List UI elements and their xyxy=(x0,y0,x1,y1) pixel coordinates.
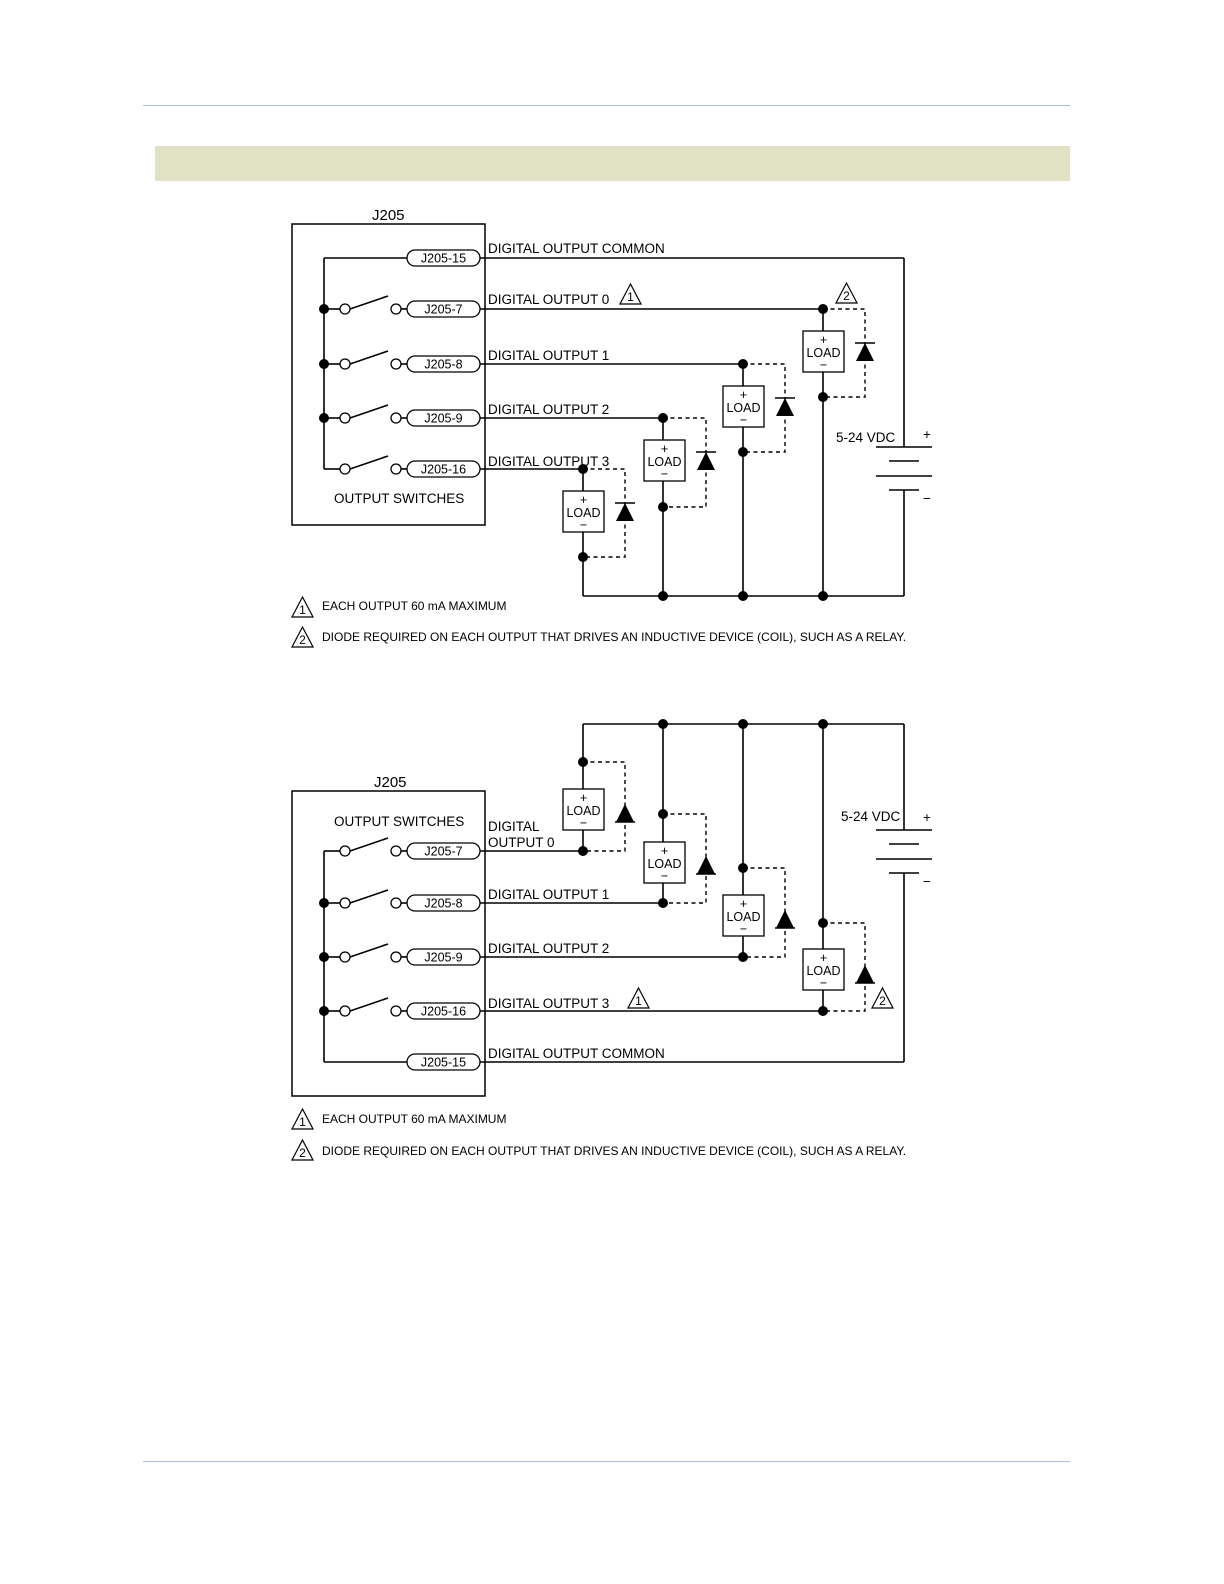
wiring-diagram-sourcing xyxy=(0,700,1224,1180)
svg-text:2: 2 xyxy=(299,633,306,647)
junction-dot xyxy=(319,359,329,369)
load-box xyxy=(803,331,844,372)
svg-text:J205-9: J205-9 xyxy=(424,950,463,965)
wire-label-out1: DIGITAL OUTPUT 1 xyxy=(488,887,610,902)
svg-text:J205-15: J205-15 xyxy=(420,251,467,266)
wire-label-out3: DIGITAL OUTPUT 3 xyxy=(488,454,610,469)
note-2 xyxy=(292,627,906,647)
supply-plus-label: + xyxy=(923,810,931,825)
svg-text:LOAD: LOAD xyxy=(566,804,601,818)
load-box xyxy=(803,949,844,990)
junction-dot xyxy=(319,898,329,908)
svg-text:−: − xyxy=(660,869,669,883)
supply-minus-label: − xyxy=(923,874,931,889)
svg-text:J205-16: J205-16 xyxy=(420,462,467,477)
svg-text:EACH OUTPUT 60 mA MAXIMUM: EACH OUTPUT 60 mA MAXIMUM xyxy=(322,1112,507,1126)
wire-label-common: DIGITAL OUTPUT COMMON xyxy=(488,241,665,256)
wire-label-out2: DIGITAL OUTPUT 2 xyxy=(488,402,610,417)
note-marker-1 xyxy=(620,284,641,304)
svg-text:2: 2 xyxy=(879,994,886,1008)
output-switches-label: OUTPUT SWITCHES xyxy=(334,814,465,829)
svg-text:1: 1 xyxy=(299,1115,306,1129)
svg-text:−: − xyxy=(819,358,828,372)
note-1 xyxy=(292,597,506,617)
pin-j205-8 xyxy=(407,356,480,372)
load-box xyxy=(563,789,604,830)
wire-label-out3: DIGITAL OUTPUT 3 xyxy=(488,996,610,1011)
svg-text:−: − xyxy=(579,816,588,830)
wire-label-out0: DIGITAL OUTPUT 0 xyxy=(488,292,610,307)
svg-text:LOAD: LOAD xyxy=(647,857,682,871)
wiring-diagram-sinking xyxy=(0,0,1224,700)
svg-text:+: + xyxy=(579,493,588,507)
svg-text:DIODE REQUIRED ON EACH OUTPUT: DIODE REQUIRED ON EACH OUTPUT THAT DRIVES AN INDUCTIVE DEVICE (COIL), SUCH AS A RELAY. xyxy=(322,630,907,644)
connector-title: J205 xyxy=(372,207,405,224)
pin-j205-9 xyxy=(407,949,480,965)
supply-voltage-label: 5-24 VDC xyxy=(836,430,896,445)
svg-text:+: + xyxy=(819,333,828,347)
svg-text:J205-7: J205-7 xyxy=(424,844,463,859)
svg-text:LOAD: LOAD xyxy=(647,455,682,469)
pin-j205-15 xyxy=(407,250,480,266)
pin-j205-7 xyxy=(407,301,480,317)
svg-text:+: + xyxy=(660,442,669,456)
load-box xyxy=(644,842,685,883)
switch-out2 xyxy=(324,944,407,962)
switch-out1 xyxy=(324,890,407,908)
pin-j205-7 xyxy=(407,843,480,859)
supply-voltage-label: 5-24 VDC xyxy=(841,809,901,824)
load-box xyxy=(723,386,764,427)
junction-dot xyxy=(319,304,329,314)
svg-text:−: − xyxy=(739,413,748,427)
junction-dot xyxy=(319,413,329,423)
switch-out2 xyxy=(324,405,407,423)
svg-text:+: + xyxy=(739,388,748,402)
svg-text:1: 1 xyxy=(299,603,306,617)
connector-title: J205 xyxy=(374,774,407,791)
switch-out3 xyxy=(324,998,407,1016)
svg-text:J205-16: J205-16 xyxy=(420,1004,467,1019)
supply-minus-label: − xyxy=(923,491,931,506)
note-marker-2 xyxy=(836,283,857,303)
svg-text:−: − xyxy=(819,976,828,990)
note-marker-1 xyxy=(628,988,649,1008)
pin-j205-16 xyxy=(407,461,480,477)
svg-text:DIODE REQUIRED ON EACH OUTPUT: DIODE REQUIRED ON EACH OUTPUT THAT DRIVES AN INDUCTIVE DEVICE (COIL), SUCH AS A RELAY. xyxy=(322,1144,907,1158)
switch-out0 xyxy=(324,838,407,856)
wire-label-out0-line1: DIGITAL xyxy=(488,819,540,834)
svg-text:J205-7: J205-7 xyxy=(424,302,463,317)
svg-text:2: 2 xyxy=(299,1146,306,1160)
svg-text:2: 2 xyxy=(843,289,850,303)
battery-symbol xyxy=(876,447,932,490)
wire-label-out0-line2: OUTPUT 0 xyxy=(488,835,555,850)
svg-text:LOAD: LOAD xyxy=(726,401,761,415)
svg-text:+: + xyxy=(660,844,669,858)
connector-box xyxy=(292,791,485,1096)
note-2 xyxy=(292,1140,906,1160)
junction-dot xyxy=(319,952,329,962)
svg-text:LOAD: LOAD xyxy=(566,506,601,520)
wire-label-common: DIGITAL OUTPUT COMMON xyxy=(488,1046,665,1061)
wire-label-out2: DIGITAL OUTPUT 2 xyxy=(488,941,610,956)
svg-text:LOAD: LOAD xyxy=(806,346,841,360)
load-box xyxy=(563,491,604,532)
svg-text:J205-9: J205-9 xyxy=(424,411,463,426)
switch-out1 xyxy=(324,351,407,369)
load-box xyxy=(723,895,764,936)
pin-j205-9 xyxy=(407,410,480,426)
svg-text:+: + xyxy=(819,951,828,965)
note-marker-2 xyxy=(872,988,893,1008)
svg-text:LOAD: LOAD xyxy=(806,964,841,978)
svg-text:EACH OUTPUT 60 mA MAXIMUM: EACH OUTPUT 60 mA MAXIMUM xyxy=(322,599,507,613)
connector-box xyxy=(292,224,485,525)
note-1 xyxy=(292,1109,506,1129)
output-switches-label: OUTPUT SWITCHES xyxy=(334,491,465,506)
svg-text:−: − xyxy=(739,922,748,936)
svg-text:−: − xyxy=(660,467,669,481)
battery-symbol xyxy=(876,830,932,873)
pin-j205-15 xyxy=(407,1054,480,1070)
pin-j205-16 xyxy=(407,1003,480,1019)
svg-text:−: − xyxy=(579,518,588,532)
svg-text:LOAD: LOAD xyxy=(726,910,761,924)
svg-text:J205-8: J205-8 xyxy=(424,896,463,911)
switch-out0 xyxy=(324,296,407,314)
svg-text:+: + xyxy=(579,791,588,805)
pin-j205-8 xyxy=(407,895,480,911)
bottom-rule xyxy=(143,1461,1070,1462)
svg-text:1: 1 xyxy=(635,994,642,1008)
load-box xyxy=(644,440,685,481)
svg-text:J205-8: J205-8 xyxy=(424,357,463,372)
switch-out3 xyxy=(324,456,407,474)
supply-plus-label: + xyxy=(923,427,931,442)
svg-text:1: 1 xyxy=(627,290,634,304)
svg-text:J205-15: J205-15 xyxy=(420,1055,467,1070)
junction-dot xyxy=(319,1006,329,1016)
svg-text:+: + xyxy=(739,897,748,911)
wire-label-out1: DIGITAL OUTPUT 1 xyxy=(488,348,610,363)
